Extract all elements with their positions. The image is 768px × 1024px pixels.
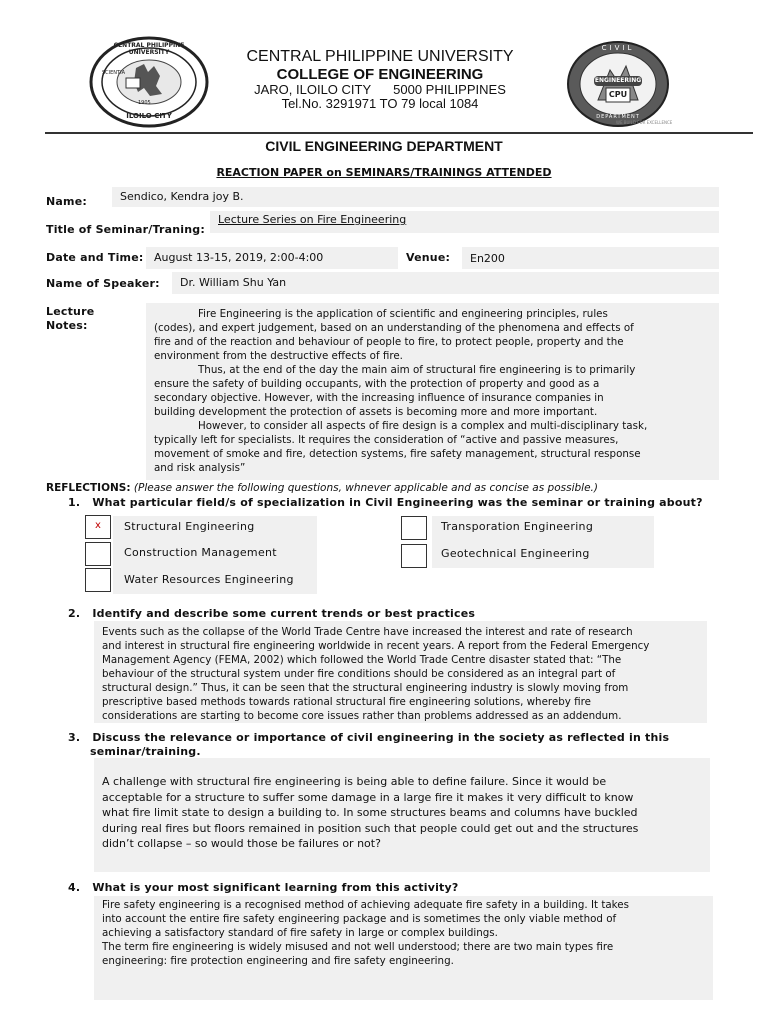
address-line	[210, 82, 550, 97]
speaker-value: Dr. William Shu Yan	[180, 276, 287, 289]
answer-3-text: A challenge with structural fire engineering is being able to define failure. Since it would be acceptable for a structure to suffer some damage in a large fire it makes it very difficult to know what fire limit state to design a building to. In some structures beams and columns have buckled during real fires but floors remained in position such that people could get out and the structures didn’t collapse – so would those be failures or not?	[102, 775, 639, 850]
dept-seal-center: CPU	[608, 90, 628, 99]
department-title: CIVIL ENGINEERING DEPARTMENT	[265, 138, 503, 154]
lecture-notes-p2: Thus, at the end of the day the main aim of structural fire engineering is to primarily ensure the safety of building occupants, with the protection of property and good as a secondary objective. However, with the increasing influence of insurance companies in building development the protection of assets is becoming more and more important.	[154, 364, 636, 418]
checkbox-structural-mark: x	[95, 520, 101, 531]
lecture-notes-label-line2: Notes:	[46, 319, 88, 332]
lecture-notes-box[interactable]	[146, 303, 719, 480]
dept-seal-top: CIVIL	[601, 44, 635, 52]
lecture-notes-p3: However, to consider all aspects of fire design is a complex and multi-disciplinary task, typically left for specialists. It requires the consideration of “active and passive measures, movement of smoke and fire, detection systems, fire safety management, structural response and risk analysis”	[154, 420, 648, 474]
seal-city: ILOILO CITY	[126, 112, 172, 120]
option-transportation: Transporation Engineering	[441, 520, 594, 533]
dept-seal-bottom: DEPARTMENT	[596, 114, 640, 120]
university-seal	[88, 36, 210, 128]
seminar-title-field[interactable]	[210, 211, 719, 233]
checkbox-transportation[interactable]	[401, 516, 427, 540]
seal-year: 1905	[138, 100, 151, 106]
university-name: CENTRAL PHILIPPINE UNIVERSITY	[246, 48, 514, 65]
question-4: 4. What is your most significant learning from this activity?	[68, 881, 459, 894]
checkbox-construction[interactable]	[85, 542, 111, 566]
date-value: August 13-15, 2019, 2:00-4:00	[154, 251, 324, 264]
answer-4-box[interactable]	[94, 896, 713, 1000]
lecture-notes-label	[46, 305, 94, 333]
speaker-field[interactable]	[172, 272, 719, 294]
venue-value: En200	[470, 252, 505, 265]
lecture-notes-label-line1: Lecture	[46, 305, 95, 318]
date-field[interactable]	[146, 247, 398, 269]
question-2: 2. Identify and describe some current trends or best practices	[68, 607, 476, 620]
checkbox-structural[interactable]	[85, 515, 111, 539]
option-geotechnical: Geotechnical Engineering	[441, 547, 590, 560]
checkbox-water-resources[interactable]	[85, 568, 111, 592]
phone-line: Tel.No. 3291971 TO 79 local 1084	[281, 96, 479, 111]
address-city: JARO, ILOILO CITY	[254, 82, 372, 97]
question-3	[68, 731, 669, 759]
seal-motto: SCIENTIA	[102, 70, 125, 76]
dept-seal-band: ENGINEERING	[594, 77, 642, 84]
question-1: 1. What particular field/s of specialization in Civil Engineering was the seminar or training about?	[68, 496, 703, 509]
seal-ring-text: CENTRAL PHILIPPINE UNIVERSITY	[113, 42, 185, 56]
reflections-label: REFLECTIONS:	[46, 482, 131, 494]
reflections-heading	[46, 482, 598, 494]
question-3-line2: seminar/training.	[90, 745, 201, 758]
venue-field[interactable]	[462, 247, 719, 269]
name-label: Name:	[46, 195, 87, 208]
question-3-line1: 3. Discuss the relevance or importance of civil engineering in the society as reflected in this	[68, 731, 670, 744]
speaker-label: Name of Speaker:	[46, 277, 160, 290]
college-name: COLLEGE OF ENGINEERING	[276, 66, 484, 83]
option-construction: Construction Management	[124, 546, 277, 559]
date-label: Date and Time:	[46, 251, 144, 264]
name-value: Sendico, Kendra joy B.	[120, 190, 244, 203]
seminar-title-value: Lecture Series on Fire Engineering	[218, 213, 407, 226]
reflections-instruction: (Please answer the following questions, whnever applicable and as concise as possible.)	[133, 482, 598, 494]
answer-2-box[interactable]	[94, 621, 707, 723]
department-seal	[566, 40, 673, 128]
answer-4-text: Fire safety engineering is a recognised method of achieving adequate fire safety in a building. It takes into account the entire fire safety engineering package and is sometimes the only viable method of achieving a satisfactory standard of fire safety in large or complex buildings. The term fire engineering is widely misused and not well understood; there are two main types fire engineering: fire protection engineering and fire safety engineering.	[102, 899, 629, 967]
lecture-notes-p1: Fire Engineering is the application of scientific and engineering principles, rules (codes), and expert judgement, based on an understanding of the phenomena and effects of fire and of the reaction and behaviour of people to fire, to protect people, property and the environment from the destructive effects of fire.	[154, 308, 634, 362]
name-field[interactable]	[112, 187, 719, 207]
form-title: REACTION PAPER on SEMINARS/TRAININGS ATTENDED	[216, 166, 552, 179]
address-country: 5000 PHILIPPINES	[393, 82, 506, 97]
answer-2-text: Events such as the collapse of the World Trade Centre have increased the interest and rate of research and interest in structural fire engineering worldwide in recent years. A report from the Federal Emergency Management Agency (FEMA, 2002) which followed the World Trade Centre disaster stated that: “The behaviour of the structural system under fire conditions should be considered as an integral part of structural design.” Thus, it can be seen that the structural engineering industry is slowly moving from prescriptive based methods towards rational structural fire engineering solutions, whereby fire considerations are starting to become core issues rather than problems addressed as an addendum.	[102, 626, 650, 722]
header-divider	[45, 132, 753, 134]
venue-label: Venue:	[406, 251, 451, 264]
checkbox-geotechnical[interactable]	[401, 544, 427, 568]
dept-seal-motto: WE BUILD FOR EXCELLENCE	[616, 120, 673, 125]
option-water-resources: Water Resources Engineering	[124, 573, 294, 586]
answer-3-box[interactable]	[94, 758, 710, 872]
option-structural: Structural Engineering	[124, 520, 255, 533]
seminar-title-label: Title of Seminar/Traning:	[46, 223, 205, 236]
